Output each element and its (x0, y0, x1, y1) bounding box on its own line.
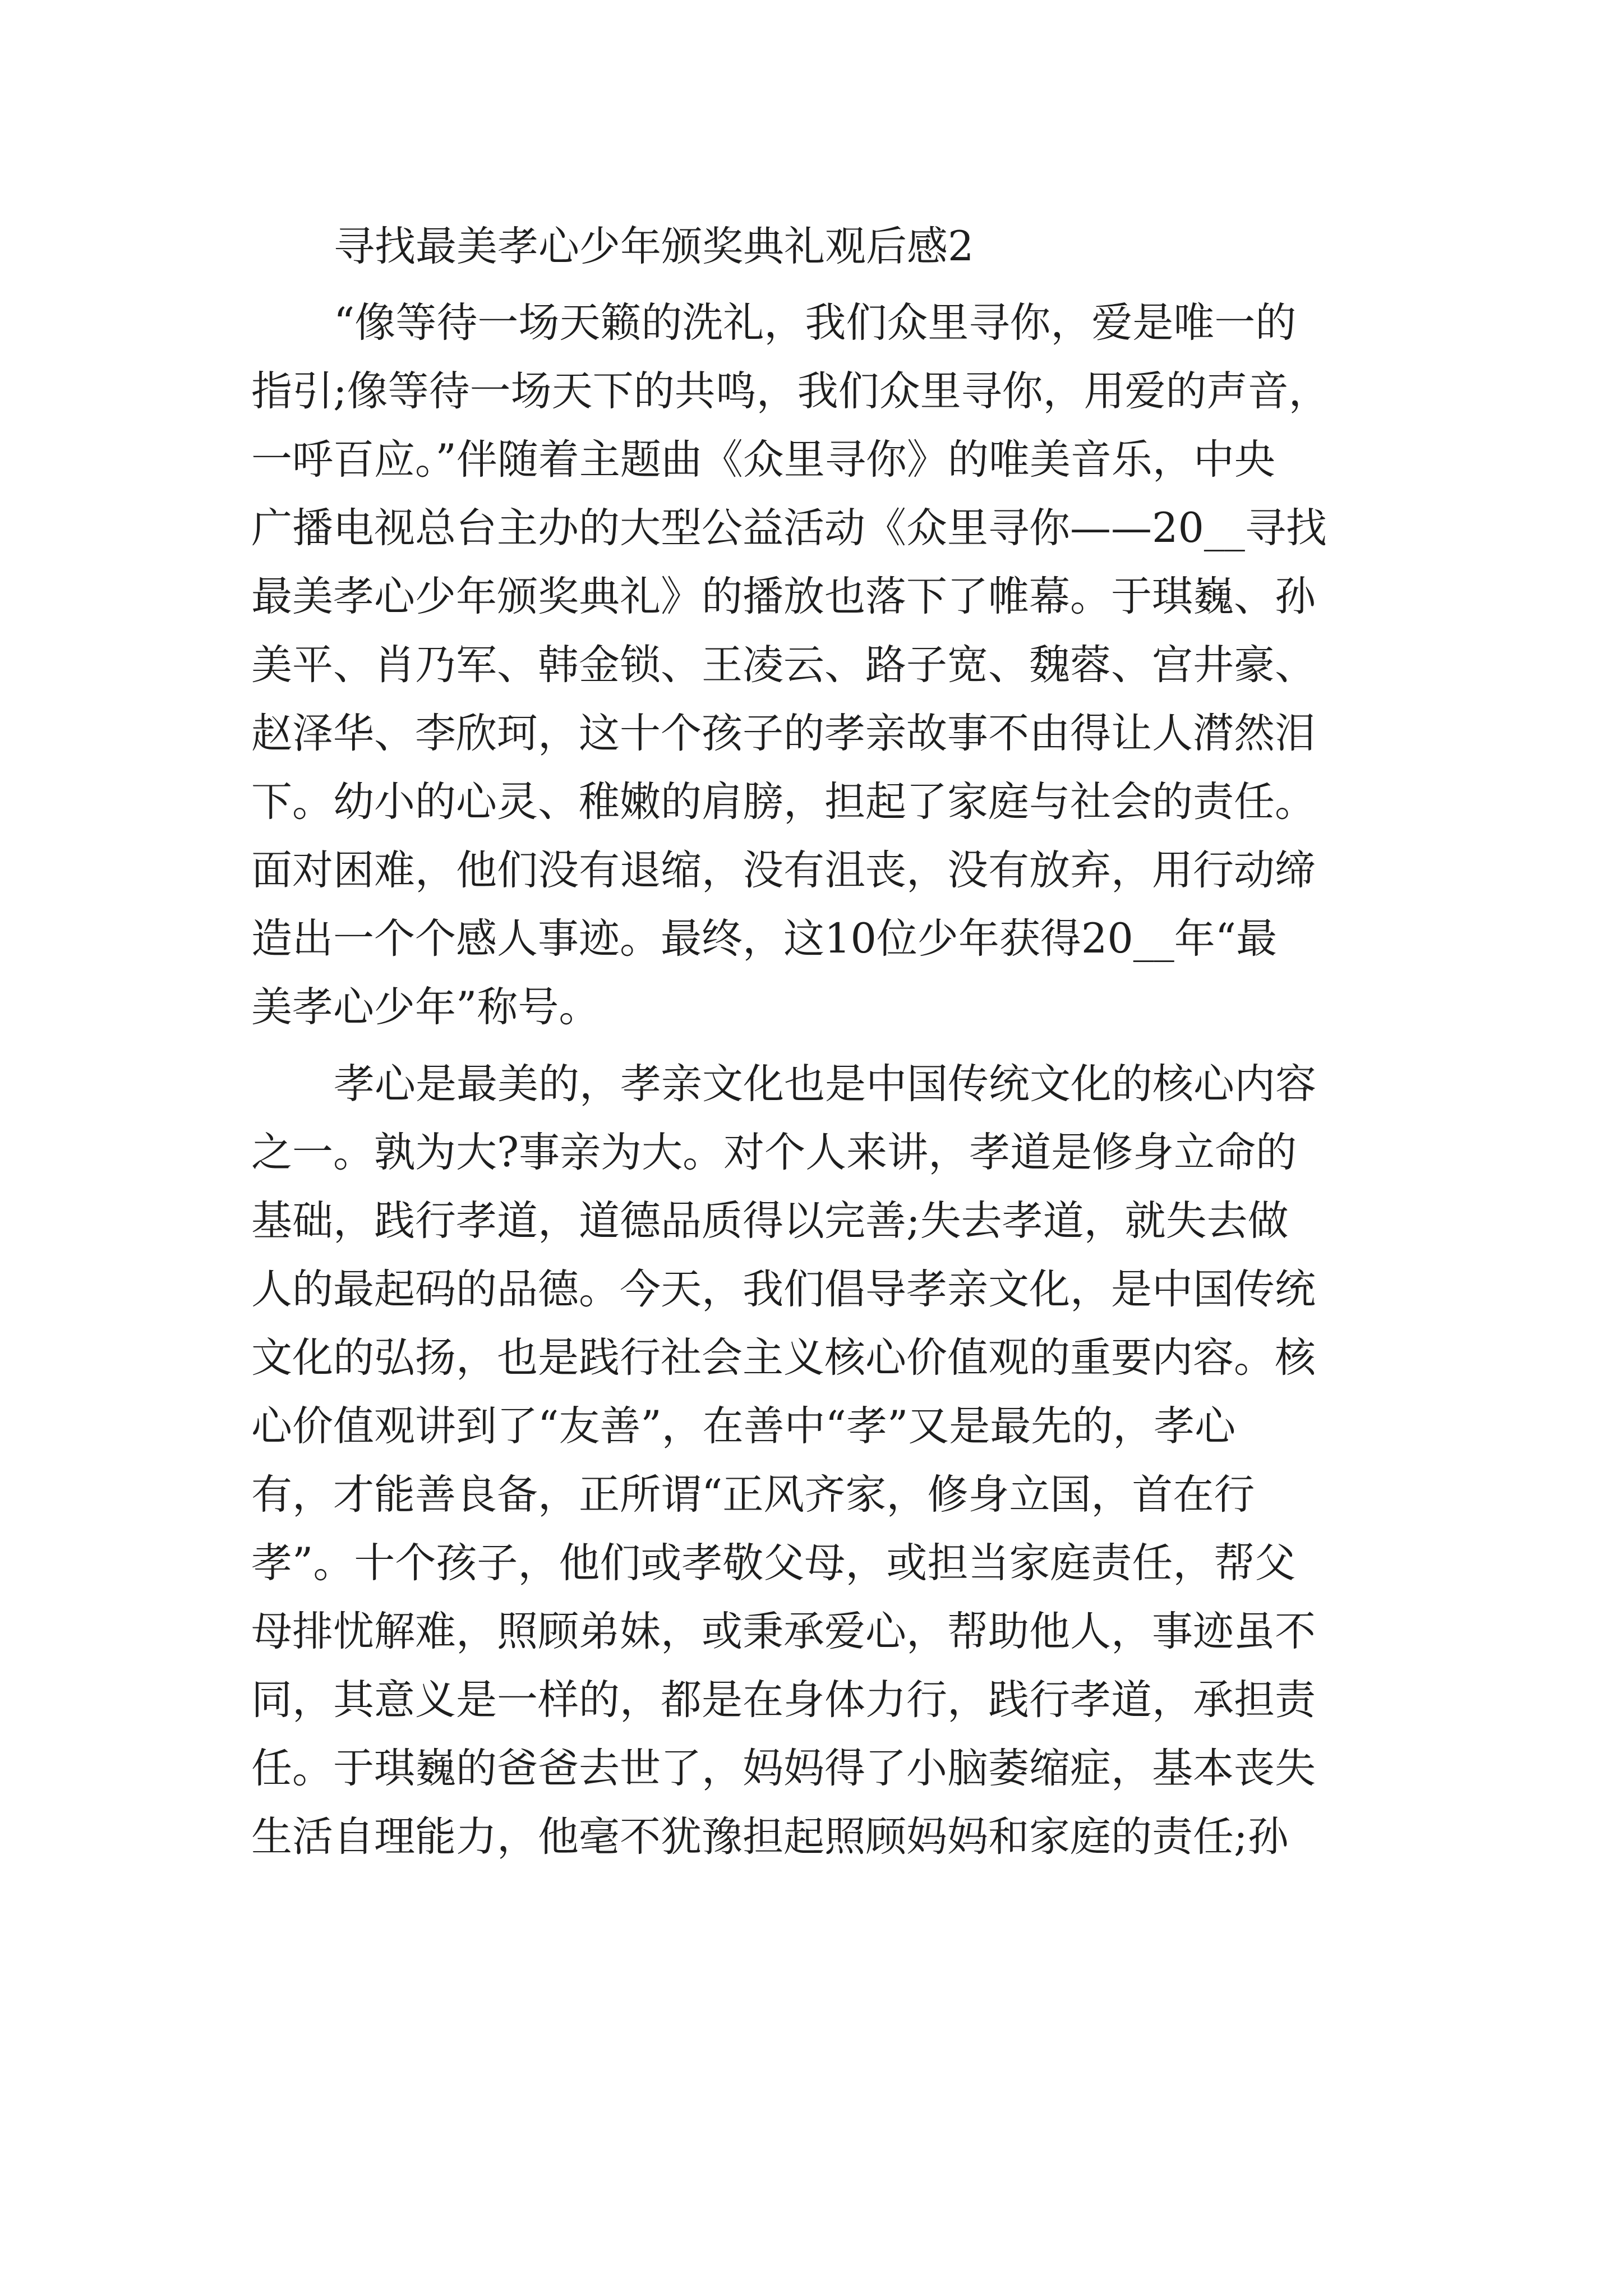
paragraph-line: 文化的弘扬，也是践行社会主义核心价值观的重要内容。核 (251, 1334, 1316, 1382)
paragraph-line: 孝心是最美的，孝亲文化也是中国传统文化的核心内容 (334, 1060, 1316, 1108)
paragraph-line: 母排忧解难，照顾弟妹，或秉承爱心，帮助他人，事迹虽不 (251, 1608, 1316, 1655)
document-title: 寻找最美孝心少年颁奖典礼观后感2 (334, 223, 974, 270)
paragraph-line: 基础，践行孝道，道德品质得以完善;失去孝道，就失去做 (251, 1197, 1289, 1245)
paragraph-line: 之一。孰为大?事亲为大。对个人来讲，孝道是修身立命的 (251, 1129, 1297, 1176)
paragraph-line: 孝”。十个孩子，他们或孝敬父母，或担当家庭责任，帮父 (251, 1539, 1296, 1587)
paragraph-line: 造出一个个感人事迹。最终，这10位少年获得20__年“最 (251, 915, 1278, 963)
paragraph-line: 任。于琪巍的爸爸去世了，妈妈得了小脑萎缩症，基本丧失 (251, 1745, 1316, 1792)
paragraph-line: 面对困难，他们没有退缩，没有沮丧，没有放弃，用行动缔 (251, 846, 1316, 894)
paragraph-line: 美平、肖乃军、韩金锁、王凌云、路子宽、魏蓉、宫井豪、 (251, 641, 1316, 689)
paragraph-line: 生活自理能力，他毫不犹豫担起照顾妈妈和家庭的责任;孙 (251, 1813, 1289, 1861)
paragraph-line: 同，其意义是一样的，都是在身体力行，践行孝道，承担责 (251, 1676, 1316, 1724)
paragraph-line: 有，才能善良备，正所谓“正风齐家，修身立国，首在行 (251, 1471, 1255, 1519)
paragraph-line: 赵泽华、李欣珂，这十个孩子的孝亲故事不由得让人潸然泪 (251, 710, 1316, 757)
paragraph-line: 美孝心少年”称号。 (251, 983, 600, 1031)
paragraph-line: 下。幼小的心灵、稚嫩的肩膀，担起了家庭与社会的责任。 (251, 778, 1316, 826)
paragraph-line: 指引;像等待一场天下的共鸣，我们众里寻你，用爱的声音， (251, 367, 1330, 415)
paragraph-line: 人的最起码的品德。今天，我们倡导孝亲文化，是中国传统 (251, 1266, 1316, 1313)
paragraph-line: 最美孝心少年颁奖典礼》的播放也落下了帷幕。于琪巍、孙 (251, 573, 1316, 620)
paragraph-line: 心价值观讲到了“友善”，在善中“孝”又是最先的，孝心 (251, 1402, 1236, 1450)
paragraph-line: “像等待一场天籁的洗礼，我们众里寻你，爱是唯一的 (334, 299, 1297, 347)
paragraph-line: 广播电视总台主办的大型公益活动《众里寻你——20__寻找 (251, 504, 1327, 552)
paragraph-line: 一呼百应。”伴随着主题曲《众里寻你》的唯美音乐，中央 (251, 436, 1275, 484)
